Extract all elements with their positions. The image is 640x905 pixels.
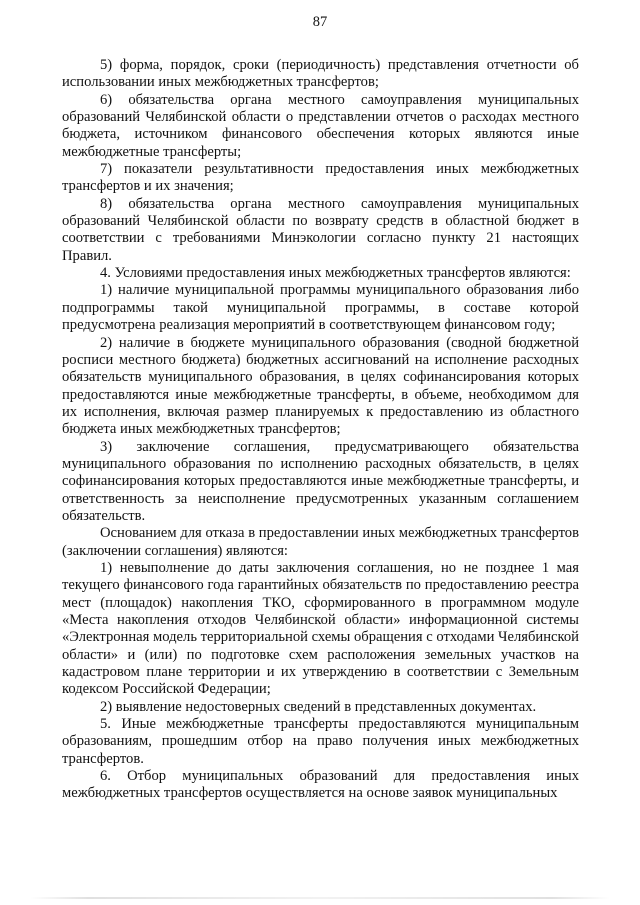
paragraph-item-6: 6) обязательства органа местного самоуправления муниципальных образований Челябинской области о представлении отчетов о расходах местного бюджета, источником финансового обеспечения которых являются иные межбюджетные трансферты; [62, 91, 579, 160]
paragraph-section-5: 5. Иные межбюджетные трансферты предоставляются муниципальным образованиям, прошедшим отбор на право получения иных межбюджетных трансфертов. [62, 716, 579, 767]
paragraph-refusal-grounds: Основанием для отказа в предоставлении иных межбюджетных трансфертов (заключении соглашения) являются: [62, 525, 579, 559]
page-number: 87 [312, 14, 328, 30]
paragraph-item-7: 7) показатели результативности предоставления иных межбюджетных трансфертов и их значения; [62, 161, 579, 195]
paragraph-section-4: 4. Условиями предоставления иных межбюджетных трансфертов являются: [100, 265, 571, 282]
paragraph-condition-3: 3) заключение соглашения, предусматривающего обязательства муниципального образования по исполнению расходных обязательств, в целях софинансирования которых предоставляются иные межбюджетные трансферты, и ответственность за неисполнение предусмотренных указанным соглашением обязательств. [62, 438, 579, 524]
paragraph-section-6: 6. Отбор муниципальных образований для предоставления иных межбюджетных трансфертов осуществляется на основе заявок муниципальных [62, 768, 579, 802]
scan-bottom-edge [30, 897, 610, 899]
paragraph-item-5: 5) форма, порядок, сроки (периодичность) представления отчетности об использовании иных межбюджетных трансфертов; [62, 57, 579, 91]
paragraph-refusal-1: 1) невыполнение до даты заключения соглашения, но не позднее 1 мая текущего финансового года гарантийных обязательств по предоставлению реестра мест (площадок) накопления ТКО, сформированного в программном модуле «Места накопления отходов Челябинской области» информационной системы «Электронная модель территориальной схемы обращения с отходами Челябинской области» и (или) по подготовке схем расположения земельных участков на кадастровом плане территории и их утверждению в соответствии с Земельным кодексом Российской Федерации; [62, 559, 579, 698]
document-body [62, 57, 579, 803]
paragraph-refusal-2: 2) выявление недостоверных сведений в представленных документах. [100, 698, 537, 715]
paragraph-condition-2: 2) наличие в бюджете муниципального образования (сводной бюджетной росписи местного бюджета) бюджетных ассигнований на исполнение расходных обязательств муниципального образования, в целях софинансирования которых предоставляются иные межбюджетные трансферты, в объеме, необходимом для их исполнения, включая размер планируемых к предоставлению из областного бюджета иных межбюджетных трансфертов; [62, 334, 579, 438]
paragraph-condition-1: 1) наличие муниципальной программы муниципального образования либо подпрограммы такой муниципальной программы, в составе которой предусмотрена реализация мероприятий в соответствующем финансовом году; [62, 282, 579, 334]
paragraph-item-8: 8) обязательства органа местного самоуправления муниципальных образований Челябинской области по возврату средств в областной бюджет в соответствии с требованиями Минэкологии согласно пункту 21 настоящих Правил. [62, 195, 579, 264]
